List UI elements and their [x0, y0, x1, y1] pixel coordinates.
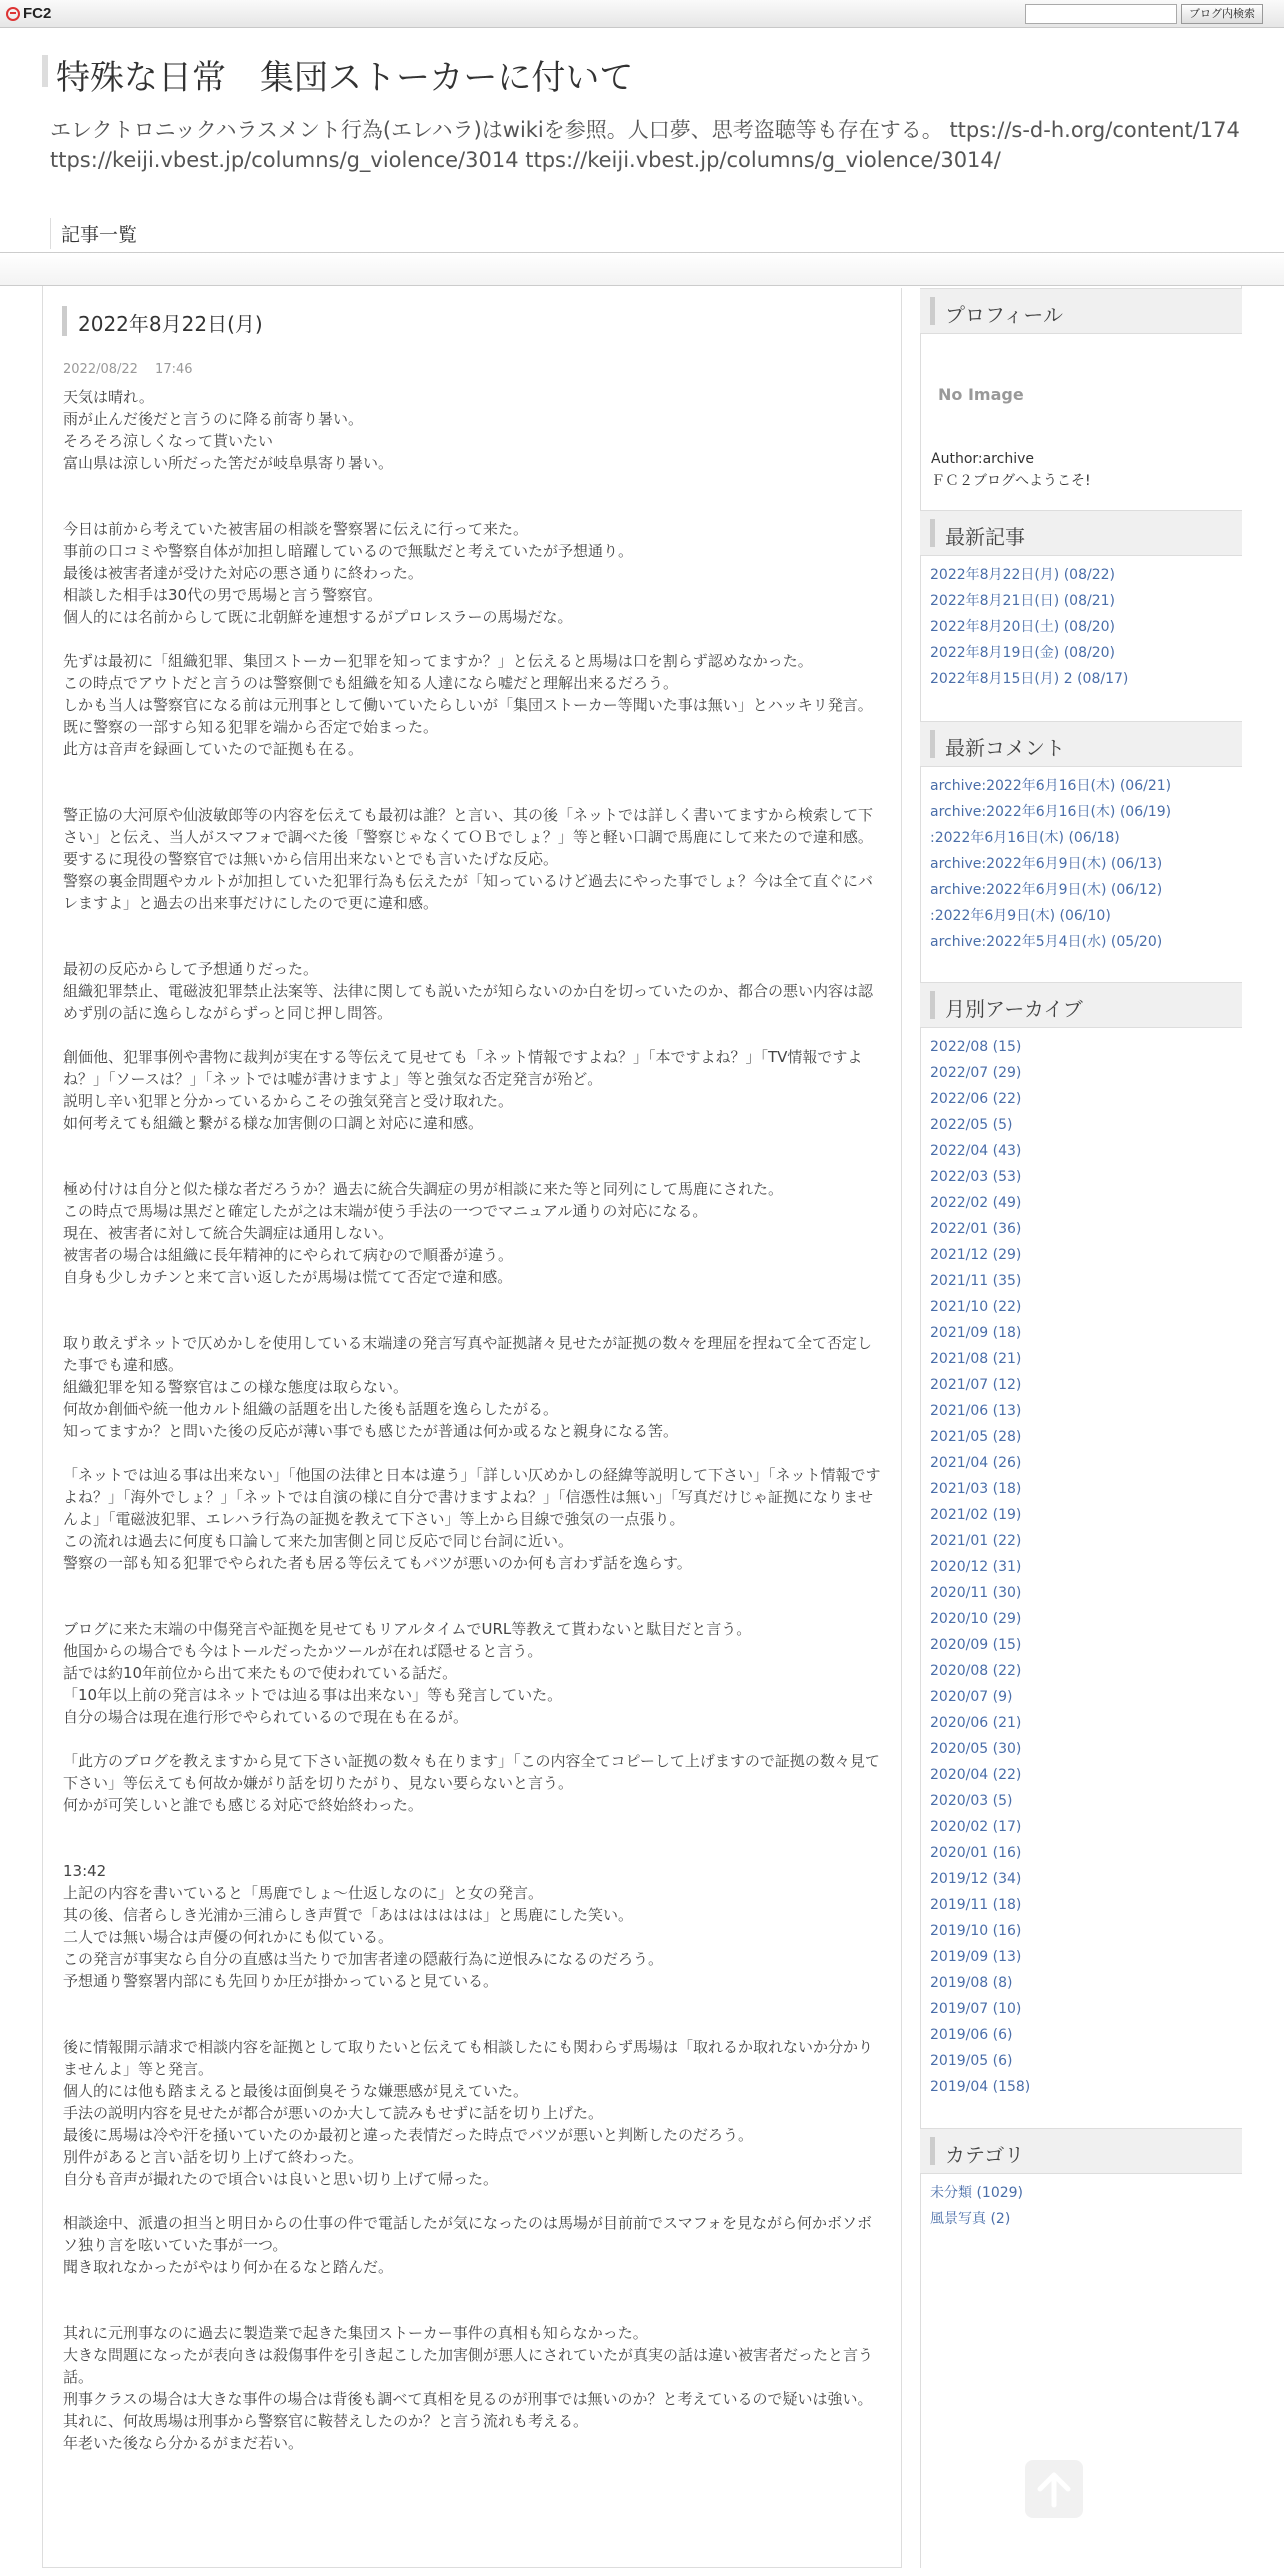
archive-month-link[interactable]: 2021/07 (12): [930, 1377, 1022, 1393]
category-list: [920, 2174, 1242, 2232]
archive-month-link[interactable]: 2019/12 (34): [930, 1871, 1022, 1887]
archive-month-link[interactable]: 2022/07 (29): [930, 1065, 1022, 1081]
blog-description-line: ttps://keiji.vbest.jp/columns/g_violence/3014 ttps://keiji.vbest.jp/columns/g_violence/3014/: [50, 148, 1001, 172]
post-line: しかも当人は警察官になる前は元刑事として働いていたらしいが「集団ストーカー等聞いた事は無い」とハッキリ発言。: [63, 696, 873, 714]
post-line: 二人では無い場合は声優の何れかにも似ている。: [63, 1928, 394, 1946]
post-line: 其れに元刑事なのに過去に製造業で起きた集団ストーカー事件の真相も知らなかった。: [63, 2324, 648, 2342]
recent-comment-link[interactable]: archive:2022年5月4日(水) (05/20): [930, 934, 1163, 950]
post-line: 自身も少しカチンと来て言い返したが馬場は慌てて否定で違和感。: [63, 1268, 513, 1286]
recent-post-link[interactable]: 2022年8月20日(土) (08/20): [930, 619, 1115, 635]
archive-month-link[interactable]: 2019/05 (6): [930, 2053, 1013, 2069]
post-date: 2022/08/22 17:46: [63, 362, 193, 377]
scroll-to-top-button[interactable]: [1025, 2460, 1083, 2518]
post-line: 上記の内容を書いていると「馬鹿でしょ～仕返しなのに」と女の発言。: [63, 1884, 544, 1902]
post-line: そろそろ涼しくなって貰いたい: [63, 432, 274, 450]
post-line: この時点でアウトだと言うのは警察側でも組織を知る人達になら嘘だと理解出来るだろう。: [63, 674, 679, 692]
post-line: 要するに現役の警察官では無いから信用出来ないとでも言いたげな反応。: [63, 850, 559, 868]
post-line: 個人的には名前からして既に北朝鮮を連想するがプロレスラーの馬場だな。: [63, 608, 573, 626]
recent-comment-link[interactable]: archive:2022年6月16日(木) (06/21): [930, 778, 1172, 794]
blog-description: [50, 115, 1270, 175]
archive-month-link[interactable]: 2022/04 (43): [930, 1143, 1022, 1159]
post-line: 雨が止んだ後だと言うのに降る前寄り暑い。: [63, 410, 364, 428]
profile-text: [931, 448, 1091, 492]
archive-month-link[interactable]: 2020/08 (22): [930, 1663, 1022, 1679]
post-line: 年老いた後なら分かるがまだ若い。: [63, 2434, 304, 2452]
recent-comments-list: [920, 767, 1242, 955]
archive-month-link[interactable]: 2019/10 (16): [930, 1923, 1022, 1939]
recent-comment-link[interactable]: archive:2022年6月16日(木) (06/19): [930, 804, 1172, 820]
post-line: 後に情報開示請求で相談内容を証拠として取りたいと伝えても相談したにも関わらず馬場は「取れるか取れないか分かりませんよ」等と発言。: [63, 2038, 874, 2078]
archive-month-link[interactable]: 2021/06 (13): [930, 1403, 1022, 1419]
archive-month-link[interactable]: 2021/12 (29): [930, 1247, 1022, 1263]
post-line: この時点で馬場は黒だと確定したが之は末端が使う手法の一つでマニュアル通りの対応になる。: [63, 1202, 708, 1220]
archive-month-link[interactable]: 2019/11 (18): [930, 1897, 1022, 1913]
blog-description-line: エレクトロニックハラスメント行為(エレハラ)はwikiを参照。人口夢、思考盗聴等も存在する。 ttps://s-d-h.org/content/174: [50, 118, 1240, 142]
paragraph-gap: [63, 2278, 883, 2322]
archive-month-link[interactable]: 2021/08 (21): [930, 1351, 1022, 1367]
post-line: 事前の口コミや警察自体が加担し暗躍しているので無駄だと考えていたが予想通り。: [63, 542, 634, 560]
widget-title: カテゴリ: [945, 2143, 1025, 2167]
post-line: 予想通り警察署内部にも先回りか圧が掛かっていると見ている。: [63, 1972, 499, 1990]
arrow-up-icon: [1034, 2469, 1074, 2509]
post-line: 最初の反応からして予想通りだった。: [63, 960, 319, 978]
post-line: 其れに、何故馬場は刑事から警察官に鞍替えしたのか？と言う流れも考える。: [63, 2412, 589, 2430]
paragraph-gap: [63, 1288, 883, 1332]
post-line: 自分の場合は現在進行形でやられているので現在も在るが。: [63, 1708, 469, 1726]
post-line: 組織犯罪を知る警察官はこの様な態度は取らない。: [63, 1378, 409, 1396]
archive-month-link[interactable]: 2020/11 (30): [930, 1585, 1022, 1601]
archive-month-link[interactable]: 2020/04 (22): [930, 1767, 1022, 1783]
paragraph-gap: [63, 1442, 883, 1464]
widget-title: プロフィール: [945, 303, 1063, 327]
archive-month-link[interactable]: 2021/01 (22): [930, 1533, 1022, 1549]
recent-posts-list: [920, 556, 1242, 692]
archive-month-link[interactable]: 2022/06 (22): [930, 1091, 1022, 1107]
paragraph-gap: [63, 628, 883, 650]
recent-comment-link[interactable]: archive:2022年6月9日(木) (06/12): [930, 882, 1163, 898]
post-line: 13:42: [63, 1862, 107, 1880]
archive-list: [920, 1028, 1242, 2100]
post-line: 組織犯罪禁止、電磁波犯罪禁止法案等、法律に関しても説いたが知らないのか白を切っていたのか、都合の悪い内容は認めず別の話に逸らしながらずっと同じ押し問答。: [63, 982, 874, 1022]
post-line: 相談した相手は30代の男で馬場と言う警察官。: [63, 586, 383, 604]
post-line: 天気は晴れ。: [63, 388, 154, 406]
fc2-toolbar: [0, 0, 1284, 28]
widget-header: [920, 510, 1242, 556]
archive-month-link[interactable]: 2022/03 (53): [930, 1169, 1022, 1185]
post-line: 警正協の大河原や仙波敏郎等の内容を伝えても最初は誰？と言い、其の後「ネットでは詳しく書いてますから検索して下さい」と伝え、当人がスマフォで調べた後「警察じゃなくてＯＢでしょ？」等と軽い口調で馬鹿にして来たので違和感。: [63, 806, 874, 846]
paragraph-gap: [63, 1816, 883, 1860]
post-line: 「此方のブログを教えますから見て下さい証拠の数々も在ります」「この内容全てコピーして上げますので証拠の数々見て下さい」等伝えても何故か嫌がり話を切りたがり、見ない要らないと言う。: [63, 1752, 880, 1792]
archive-month-link[interactable]: 2021/09 (18): [930, 1325, 1022, 1341]
archive-month-link[interactable]: 2019/04 (158): [930, 2079, 1031, 2095]
blog-search-input[interactable]: [1025, 4, 1177, 24]
profile-widget: [920, 288, 1242, 334]
post-line: 自分も音声が撮れたので頃合いは良いと思い切り上げて帰った。: [63, 2170, 499, 2188]
post-line: 話では約10年前位から出て来たもので使われている話だ。: [63, 1664, 458, 1682]
recent-post-link[interactable]: 2022年8月22日(月) (08/22): [930, 567, 1115, 583]
recent-posts-widget: [920, 510, 1242, 692]
post-line: 今日は前から考えていた被害届の相談を警察署に伝えに行って来た。: [63, 520, 529, 538]
post-line: ブログに来た末端の中傷発言や証拠を見せてもリアルタイムでURL等教えて貰わないと駄目だと言う。: [63, 1620, 752, 1638]
widget-title: 月別アーカイブ: [945, 997, 1083, 1021]
widget-title: 最新コメント: [945, 736, 1065, 760]
archive-month-link[interactable]: 2020/12 (31): [930, 1559, 1022, 1575]
post-line: 最後に馬場は冷や汗を掻いていたのか最初と違った表情だった時点でバツが悪いと判断したのだろう。: [63, 2126, 754, 2144]
archive-month-link[interactable]: 2020/01 (16): [930, 1845, 1022, 1861]
paragraph-gap: [63, 2190, 883, 2212]
nav-article-list[interactable]: 記事一覧: [50, 218, 147, 249]
post-line: 別件があると言い話を切り上げて終わった。: [63, 2148, 363, 2166]
recent-comments-widget: [920, 721, 1242, 955]
post-line: 現在、被害者に対して統合失調症は通用しない。: [63, 1224, 394, 1242]
widget-title: 最新記事: [945, 525, 1025, 549]
category-link[interactable]: 風景写真 (2): [930, 2211, 1011, 2227]
paragraph-gap: [63, 914, 883, 958]
archive-month-link[interactable]: 2022/08 (15): [930, 1039, 1022, 1055]
paragraph-gap: [63, 1134, 883, 1178]
fc2-logo[interactable]: [6, 5, 51, 22]
post-line: 個人的には他も踏まえると最後は面倒臭そうな嫌悪感が見えていた。: [63, 2082, 529, 2100]
recent-comment-link[interactable]: :2022年6月9日(木) (06/10): [930, 908, 1111, 924]
fc2-logo-icon: [6, 7, 20, 21]
blog-title[interactable]: 特殊な日常 集団ストーカーに付いて: [56, 58, 634, 98]
archive-month-link[interactable]: 2021/10 (22): [930, 1299, 1022, 1315]
category-widget: [920, 2128, 1242, 2232]
post-line: 如何考えても組織と繋がる様な加害側の口調と対応に違和感。: [63, 1114, 484, 1132]
archive-month-link[interactable]: 2021/11 (35): [930, 1273, 1022, 1289]
post-line: 他国からの場合でも今はトールだったかツールが在れば隠せると言う。: [63, 1642, 543, 1660]
post-line: 「10年以上前の発言はネットでは辿る事は出来ない」等も発言していた。: [63, 1686, 563, 1704]
archive-month-link[interactable]: 2020/06 (21): [930, 1715, 1022, 1731]
title-accent: [42, 55, 48, 87]
archive-month-link[interactable]: 2021/05 (28): [930, 1429, 1022, 1445]
archive-month-link[interactable]: 2021/04 (26): [930, 1455, 1022, 1471]
archive-month-link[interactable]: 2020/03 (5): [930, 1793, 1013, 1809]
blog-search-button[interactable]: ブログ内検索: [1181, 4, 1263, 24]
post-line: 此方は音声を録画していたので証拠も在る。: [63, 740, 364, 758]
paragraph-gap: [63, 1992, 883, 2036]
widget-header: [920, 2128, 1242, 2174]
post-line: 被害者の場合は組織に長年精神的にやられて病むので順番が違う。: [63, 1246, 514, 1264]
archive-month-link[interactable]: 2022/01 (36): [930, 1221, 1022, 1237]
category-link[interactable]: 未分類 (1029): [930, 2185, 1024, 2201]
post-line: 聞き取れなかったがやはり何か在るなと踏んだ。: [63, 2258, 394, 2276]
post-line: 説明し辛い犯罪と分かっているからこその強気発言と受け取れた。: [63, 1092, 514, 1110]
archive-month-link[interactable]: 2020/05 (30): [930, 1741, 1022, 1757]
archive-month-link[interactable]: 2022/05 (5): [930, 1117, 1013, 1133]
post-line: 刑事クラスの場合は大きな事件の場合は背後も調べて真相を見るのが刑事では無いのか？と考えているので疑いは強い。: [63, 2390, 873, 2408]
post-line: この発言が事実なら自分の直感は当たりで加害者達の隠蔽行為に逆恨みになるのだろう。: [63, 1950, 664, 1968]
post-title[interactable]: 2022年8月22日(月): [78, 312, 263, 336]
post-line: 創価他、犯罪事例や書物に裁判が実在する等伝えて見せても「ネット情報ですよね？」「本ですよね？」「TV情報ですよね？」「ソースは？」「ネットでは嘘が書けますよ」等と強気な否定発言が殆ど。: [63, 1048, 863, 1088]
post-line: 其の後、信者らしき光浦か三浦らしき声質で「あはははははは」と馬鹿にした笑い。: [63, 1906, 634, 1924]
post-body: [63, 386, 883, 2454]
post-line: 何故か創価や統一他カルト組織の話題を出した後も話題を逸らしたがる。: [63, 1400, 559, 1418]
archive-month-link[interactable]: 2021/02 (19): [930, 1507, 1022, 1523]
header-divider-band: [0, 252, 1284, 286]
archive-month-link[interactable]: 2020/10 (29): [930, 1611, 1022, 1627]
archive-month-link[interactable]: 2019/08 (8): [930, 1975, 1013, 1991]
recent-comment-link[interactable]: archive:2022年6月9日(木) (06/13): [930, 856, 1163, 872]
paragraph-gap: [63, 760, 883, 804]
recent-comment-link[interactable]: :2022年6月16日(木) (06/18): [930, 830, 1120, 846]
paragraph-gap: [63, 1574, 883, 1618]
post-line: 相談途中、派遣の担当と明日からの仕事の件で電話したが気になったのは馬場が目前前でスマフォを見ながら何かボソボソ独り言を呟いていた事が一つ。: [63, 2214, 872, 2254]
post-line: 最後は被害者達が受けた対応の悪さ通りに終わった。: [63, 564, 423, 582]
post-line: 極め付けは自分と似た様な者だろうか？過去に統合失調症の男が相談に来た等と同列にして馬鹿にされた。: [63, 1180, 784, 1198]
widget-header: [920, 982, 1242, 1028]
widget-header: [920, 288, 1242, 334]
monthly-archive-widget: [920, 982, 1242, 2100]
post-line: 既に警察の一部すら知る犯罪を端から否定で始まった。: [63, 718, 439, 736]
post-line: 大きな問題になったが表向きは殺傷事件を引き起こした加害側が悪人にされていたが真実の話は違い被害者だったと言う話。: [63, 2346, 874, 2386]
archive-month-link[interactable]: 2020/07 (9): [930, 1689, 1013, 1705]
profile-welcome: ＦＣ２ブログへようこそ!: [931, 473, 1091, 489]
archive-month-link[interactable]: 2019/09 (13): [930, 1949, 1022, 1965]
widget-header: [920, 721, 1242, 767]
archive-month-link[interactable]: 2022/02 (49): [930, 1195, 1022, 1211]
archive-month-link[interactable]: 2019/06 (6): [930, 2027, 1013, 2043]
archive-month-link[interactable]: 2020/02 (17): [930, 1819, 1022, 1835]
post-line: 取り敢えずネットで仄めかしを使用している末端達の発言写真や証拠諸々見せたが証拠の数々を理屈を捏ねて全て否定した事でも違和感。: [63, 1334, 873, 1374]
recent-post-link[interactable]: 2022年8月15日(月) 2 (08/17): [930, 671, 1129, 687]
recent-post-link[interactable]: 2022年8月21日(日) (08/21): [930, 593, 1115, 609]
archive-month-link[interactable]: 2020/09 (15): [930, 1637, 1022, 1653]
archive-month-link[interactable]: 2021/03 (18): [930, 1481, 1022, 1497]
paragraph-gap: [63, 1024, 883, 1046]
archive-month-link[interactable]: 2019/07 (10): [930, 2001, 1022, 2017]
post-line: 知ってますか？と問いた後の反応が薄い事でも感じたが普通は何か或るなと親身になる筈。: [63, 1422, 679, 1440]
profile-author: Author:archive: [931, 451, 1034, 467]
paragraph-gap: [63, 1728, 883, 1750]
post-line: 何かが可笑しいと誰でも感じる対応で終始終わった。: [63, 1796, 423, 1814]
post-line: 「ネットでは辿る事は出来ない」「他国の法律と日本は違う」「詳しい仄めかしの経緯等説明して下さい」「ネット情報ですよね？」「海外でしょ？」「ネットでは自演の様に自分で書けますよね？」「信憑性は無い」「写真だけじゃ証拠になりませんよ」「電磁波犯罪、エレハラ行為の証拠を教えて下さい」等上から目線で強気の一点張り。: [63, 1466, 881, 1528]
profile-no-image: No Image: [938, 385, 1024, 404]
post-line: 警察の裏金問題やカルトが加担していた犯罪行為も伝えたが「知っているけど過去にやった事でしょ？今は全て直ぐにバレますよ」と過去の出来事だけにしたので更に違和感。: [63, 872, 874, 912]
post-line: 警察の一部も知る犯罪でやられた者も居る等伝えてもバツが悪いのか何も言わず話を逸らす。: [63, 1554, 692, 1572]
post-line: この流れは過去に何度も口論して来た加害側と同じ反応で同じ台詞に近い。: [63, 1532, 574, 1550]
post-title-accent: [62, 306, 67, 336]
post-line: 富山県は涼しい所だった筈だが岐阜県寄り暑い。: [63, 454, 394, 472]
recent-post-link[interactable]: 2022年8月19日(金) (08/20): [930, 645, 1115, 661]
fc2-logo-text: FC2: [23, 5, 52, 22]
post-line: 先ずは最初に「組織犯罪、集団ストーカー犯罪を知ってますか？」と伝えると馬場は口を割らず認めなかった。: [63, 652, 813, 670]
post-line: 手法の説明内容を見せたが都合が悪いのか大して読みもせずに話を切り上げた。: [63, 2104, 604, 2122]
paragraph-gap: [63, 474, 883, 518]
